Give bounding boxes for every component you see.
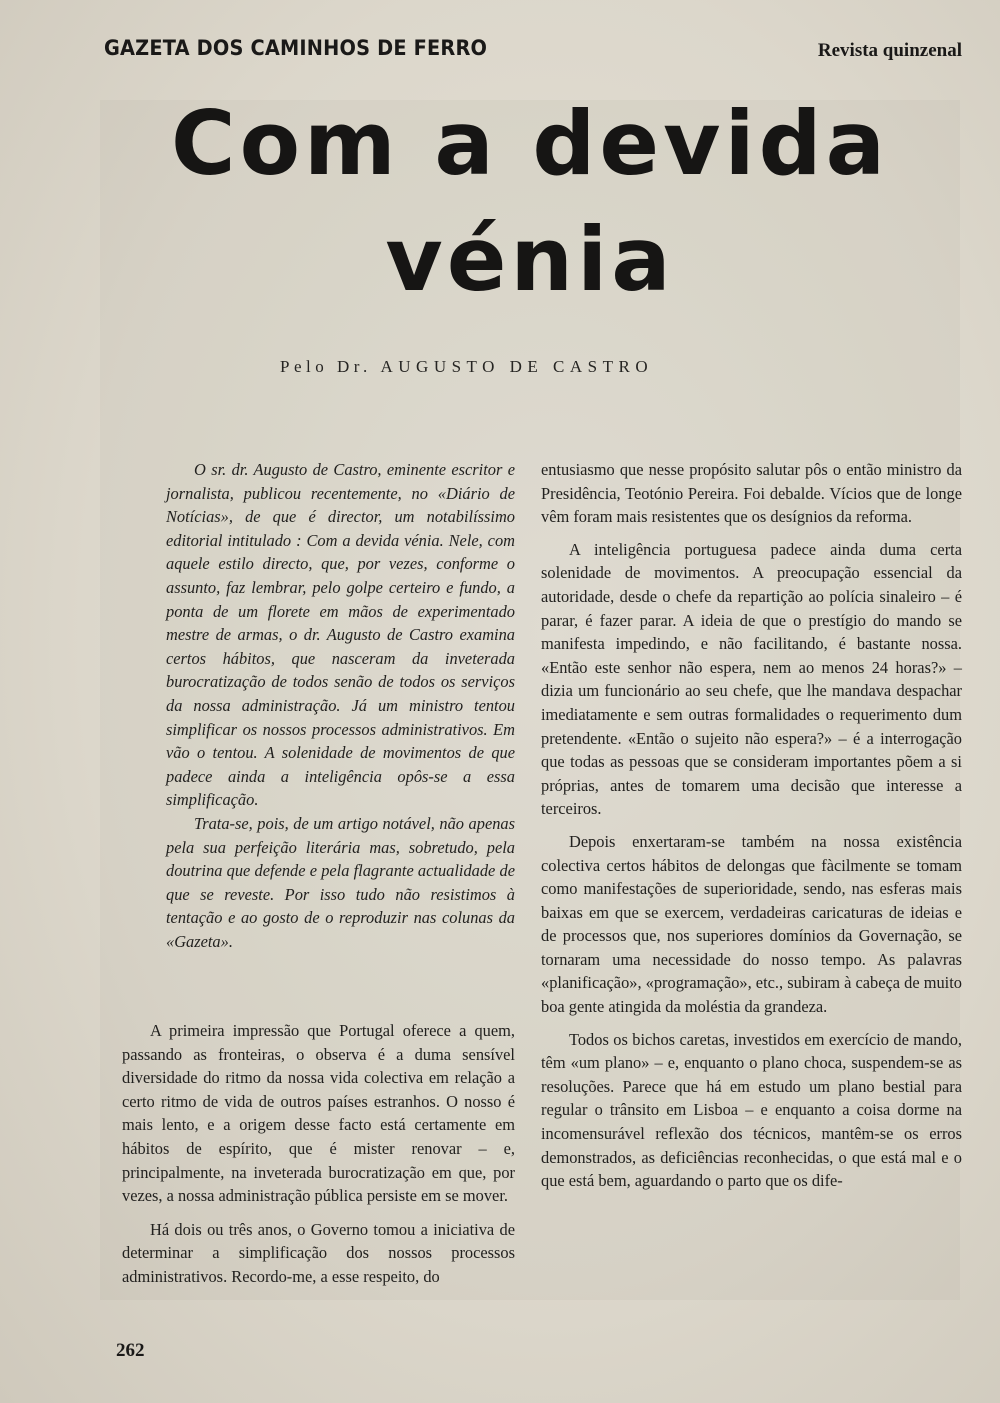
page-number: 262 bbox=[116, 1340, 145, 1361]
right-column-body bbox=[541, 458, 962, 1193]
article-title-line-2: vénia bbox=[385, 208, 675, 311]
body-paragraph: Há dois ou três anos, o Governo tomou a iniciativa de determinar a simplificação dos nossos processos administrativos. Recordo-me, a esse respeito, do bbox=[122, 1219, 515, 1286]
publication-subtitle: Revista quinzenal bbox=[817, 40, 962, 61]
body-paragraph: A inteligência portuguesa padece ainda duma certa solenidade de movimentos. A preocupação essencial da autoridade, desde o chefe da repartição ao polícia sinaleiro – é parar, é fazer parar. A ideia de que o prestígio do mando se manifesta impedindo, e não facilitando, é bastante nossa. «Então este senhor não espera, nem ao menos 24 horas?» – dizia um funcionário ao seu chefe, que lhe mandava despachar imediatamente e sem outras formalidades o requerimento dum pretendente. «Então o sujeito não espera?» – é a interrogação que todas as pessoas que se consideram importantes põem a si próprias, antes de tomarem uma decisão que interesse a terceiros. bbox=[541, 539, 962, 819]
body-paragraph: Todos os bichos caretas, investidos em exercício de mando, têm «um plano» – e, enquanto o plano choca, suspendem-se as resoluções. Parece que há em estudo um plano bestial para regular o trânsito em Lisboa – e enquanto a coisa dorme na incomensurável reflexão dos técnicos, mantêm-se os erros demonstrados, as deficiências reconhecidas, o que está mal e o que está bem, aguardando o parto que os dife- bbox=[541, 1029, 962, 1191]
editorial-intro bbox=[166, 458, 515, 953]
publication-title: GAZETA DOS CAMINHOS DE FERRO bbox=[104, 36, 488, 60]
byline-prefix: Pelo Dr. bbox=[280, 357, 372, 376]
body-paragraph: entusiasmo que nesse propósito salutar pôs o então ministro da Presidência, Teotónio Pereira. Foi debalde. Vícios que de longe vêm foram mais resistentes que os desígnios da reforma. bbox=[541, 460, 962, 527]
intro-paragraph: Trata-se, pois, de um artigo notável, não apenas pela sua perfeição literária mas, sobretudo, pela doutrina que defende e pela flagrante actualidade de que se reveste. Por isso tudo não resistimos à tentação e ao gosto de o reproduzir nas colunas da «Gazeta». bbox=[166, 813, 515, 951]
article-title-line-1: Com a devida bbox=[171, 92, 889, 195]
body-paragraph: Depois enxertaram-se também na nossa existência colectiva certos hábitos de delongas que fàcilmente se tomam como manifestações de superioridade, sendo, nas esferas mais baixas em que se exercem, verdadeiras caricaturas de ideias e de processos que, nos superiores domínios da Governação, se tornaram uma necessidade do nosso tempo. As palavras «planificação», «programação», etc., subiram à cabeça de muito boa gente atingida da moléstia da grandeza. bbox=[541, 831, 962, 1017]
byline bbox=[280, 357, 653, 377]
intro-paragraph: O sr. dr. Augusto de Castro, eminente escritor e jornalista, publicou recentemente, no «Diário de Notícias», de que é director, um notabilíssimo editorial intitulado : Com a devida vénia. Nele, com aquele estilo directo, que, por vezes, conforme o assunto, faz lembrar, pelo golpe certeiro e fundo, a ponta de um florete em mãos de experimentado mestre de armas, o dr. Augusto de Castro examina certos hábitos, que nasceram da inveterada burocratização de todos senão de todos os serviços da nossa administração. Já um ministro tentou simplificar os nossos processos administrativos. Em vão o tentou. A solenidade de movimentos de que padece ainda a inteligência opôs-se a essa simplificação. bbox=[166, 460, 515, 810]
body-paragraph: A primeira impressão que Portugal oferece a quem, passando as fronteiras, o observa é a duma sensível diversidade do ritmo da nossa vida colectiva em relação a certo ritmo de vida de outros países estranhos. O nosso é mais lento, e a origem desse facto está certamente em hábitos de espírito, que é mister renovar – e, principalmente, na inveterada burocratização em que, por vezes, a nossa administração pública persiste em se mover. bbox=[122, 1021, 515, 1206]
left-column-body bbox=[122, 1019, 515, 1289]
byline-author: AUGUSTO DE CASTRO bbox=[380, 357, 654, 376]
